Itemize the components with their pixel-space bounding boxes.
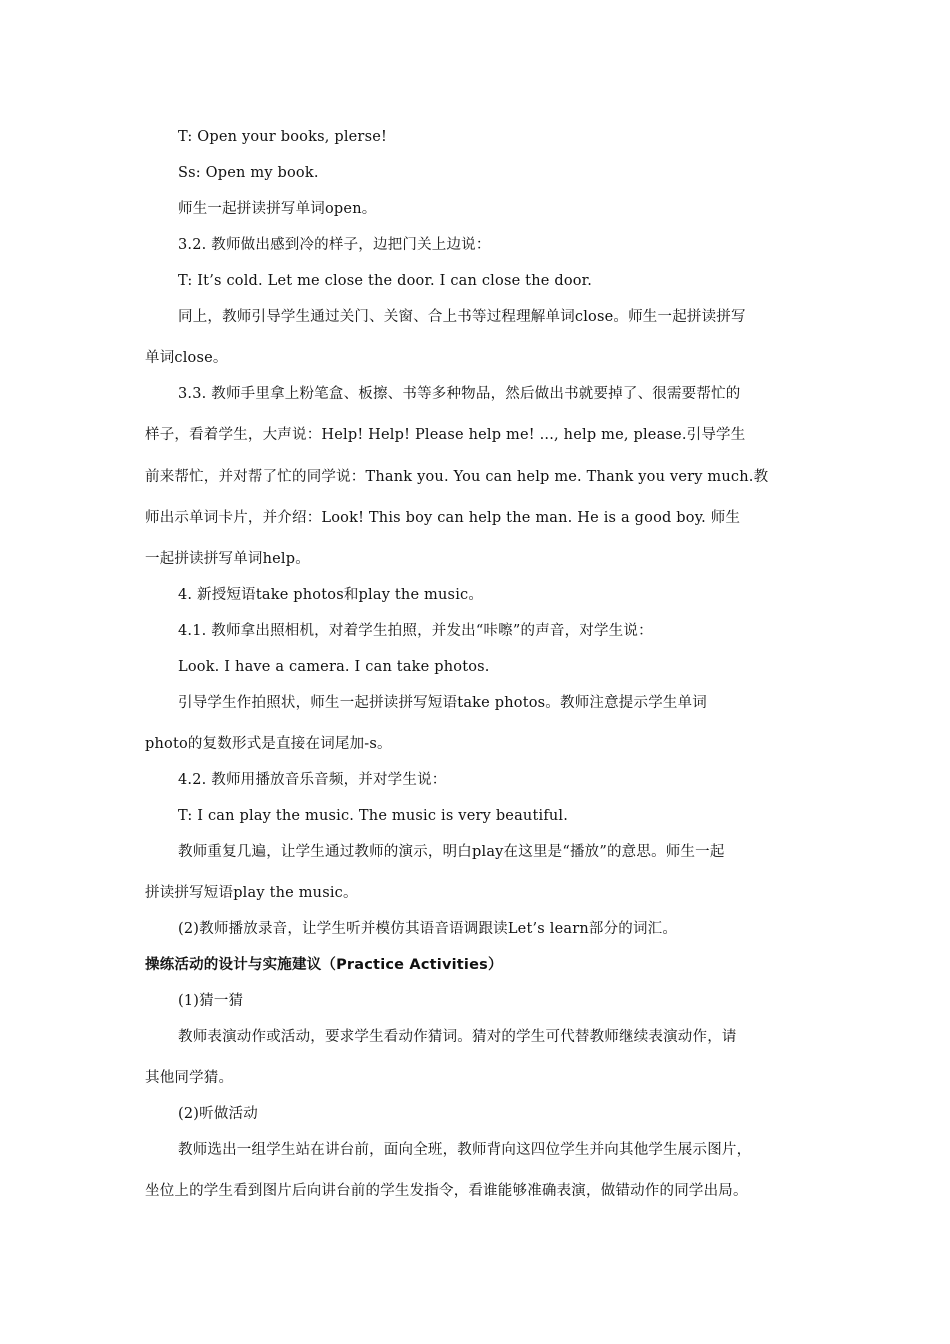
text-line: 单词close。 — [145, 350, 228, 366]
text-line: (1)猜一猜 — [178, 993, 244, 1009]
text-line: 其他同学猜。 — [145, 1070, 234, 1086]
text-line: T: Open your books, plerse! — [178, 129, 388, 145]
text-line: 教师重复几遍，让学生通过教师的演示，明白play在这里是“播放”的意思。师生一起 — [178, 844, 725, 860]
section-heading: 操练活动的设计与实施建议（Practice Activities） — [145, 957, 503, 973]
text-line: 样子，看着学生，大声说：Help! Help! Please help me! ..., help me, please.引导学生 — [145, 427, 746, 443]
text-line: Ss: Open my book. — [178, 165, 319, 181]
text-line: 师出示单词卡片，并介绍：Look! This boy can help the man. He is a good boy. 师生 — [145, 510, 741, 526]
text-line: 引导学生作拍照状，师生一起拼读拼写短语take photos。教师注意提示学生单词 — [178, 695, 707, 711]
text-line: (2)教师播放录音，让学生听并模仿其语音语调跟读Let’s learn部分的词汇。 — [178, 921, 678, 937]
text-line: 4. 新授短语take photos和play the music。 — [178, 587, 484, 603]
text-line: 教师表演动作或活动，要求学生看动作猜词。猜对的学生可代替教师继续表演动作，请 — [178, 1029, 737, 1045]
text-line: 同上，教师引导学生通过关门、关窗、合上书等过程理解单词close。师生一起拼读拼写 — [178, 309, 746, 325]
text-line: (2)听做活动 — [178, 1106, 258, 1122]
text-line: 3.2. 教师做出感到冷的样子，边把门关上边说： — [178, 237, 491, 253]
text-line: 4.1. 教师拿出照相机，对着学生拍照，并发出“咔嚓”的声音，对学生说： — [178, 623, 653, 639]
text-line: 拼读拼写短语play the music。 — [145, 885, 358, 901]
text-line: Look. I have a camera. I can take photos. — [178, 659, 490, 675]
text-line: 一起拼读拼写单词help。 — [145, 551, 310, 567]
text-line: photo的复数形式是直接在词尾加-s。 — [145, 736, 392, 752]
text-line: T: I can play the music. The music is very beautiful. — [178, 808, 569, 824]
text-line: 坐位上的学生看到图片后向讲台前的学生发指令，看谁能够准确表演，做错动作的同学出局。 — [145, 1183, 748, 1199]
text-line: 师生一起拼读拼写单词open。 — [178, 201, 377, 217]
text-line: 3.3. 教师手里拿上粉笔盒、板擦、书等多种物品，然后做出书就要掉了、很需要帮忙的 — [178, 386, 741, 402]
text-line: 前来帮忙，并对帮了忙的同学说：Thank you. You can help me. Thank you very much.教 — [145, 469, 769, 485]
text-line: 4.2. 教师用播放音乐音频，并对学生说： — [178, 772, 447, 788]
text-line: 教师选出一组学生站在讲台前，面向全班，教师背向这四位学生并向其他学生展示图片， — [178, 1142, 752, 1158]
text-line: T: It’s cold. Let me close the door. I can close the door. — [178, 273, 593, 289]
